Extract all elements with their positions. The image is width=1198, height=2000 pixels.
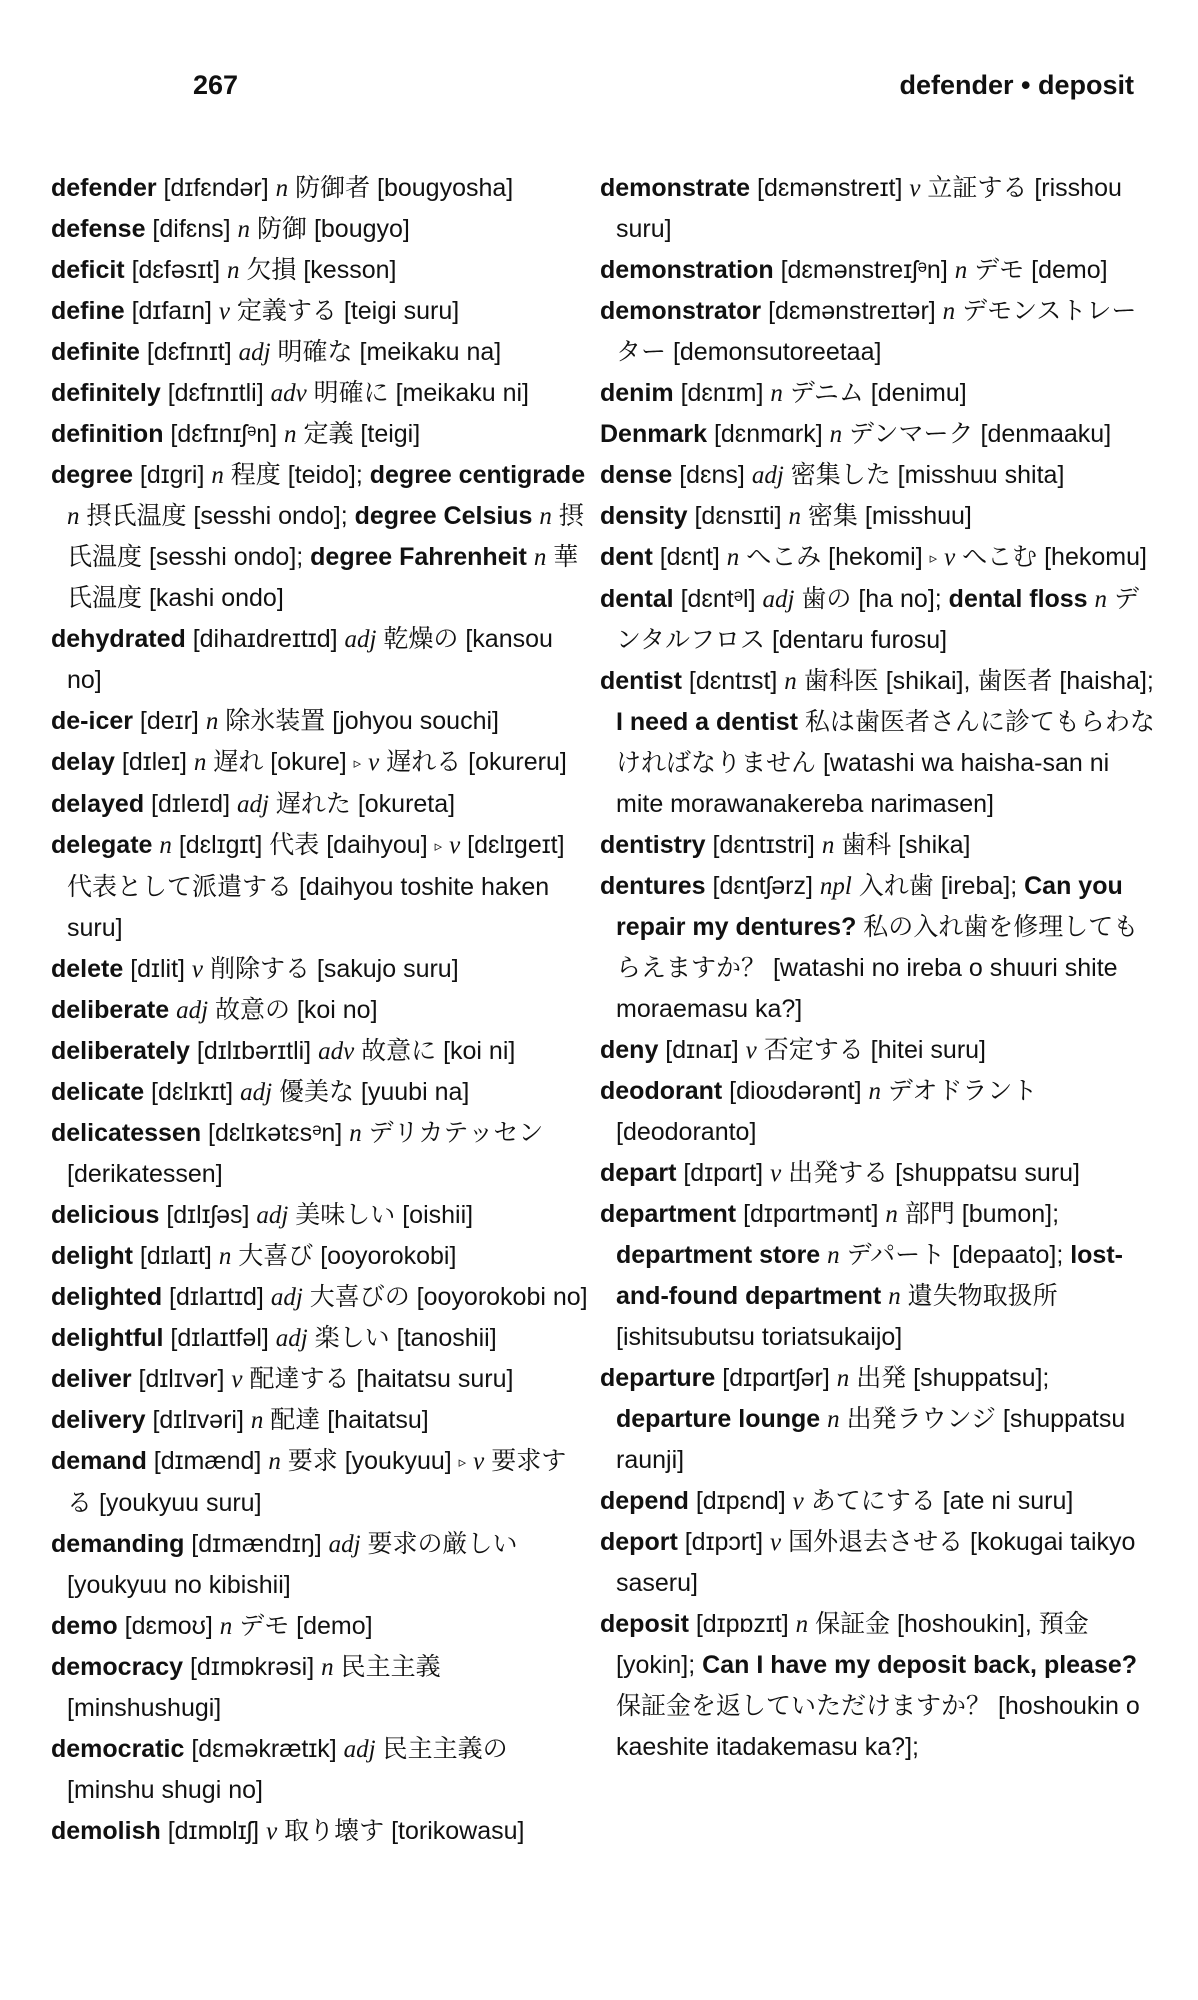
part-of-speech: n (275, 175, 289, 202)
entry-text: デモンストレーター [demonsutoreetaa] (616, 297, 1137, 366)
entry-text: [dɪlaɪtfəl] (163, 1324, 276, 1352)
headword: deficit (51, 256, 125, 284)
entry-text: [dɛntᵊl] (673, 585, 763, 613)
dictionary-entry (600, 866, 1160, 1030)
part-of-speech: n (821, 832, 835, 859)
part-of-speech: adj (275, 1325, 308, 1352)
entry-text: [dɪpɒzɪt] (688, 1610, 796, 1638)
entry-text: [dɛfɪnɪʃᵊn] (163, 420, 285, 448)
dictionary-entry (51, 1441, 591, 1524)
part-of-speech: npl (819, 873, 852, 900)
entry-text: [dɪleɪd] (144, 790, 237, 818)
dictionary-entry (51, 1318, 591, 1359)
entry-text: 定義する [teigi suru] (229, 297, 460, 325)
headword: dental floss (948, 585, 1088, 613)
dictionary-entry (51, 825, 591, 949)
dictionary-entry (51, 1236, 591, 1277)
dictionary-entry (600, 1153, 1160, 1194)
part-of-speech: n (942, 298, 956, 325)
entry-text: [dɛnt] (652, 543, 727, 571)
part-of-speech: n (770, 380, 783, 407)
entry-text: 故意の [koi no] (208, 996, 378, 1024)
headword: delight (51, 1242, 133, 1270)
dictionary-entry (51, 1524, 591, 1606)
entry-text: [dɪgri] (132, 461, 212, 489)
part-of-speech: n (888, 1283, 901, 1310)
entry-text: 摂氏温度 [sesshi ondo]; (67, 502, 584, 571)
entry-text: 防御者 [bougyosha] (288, 174, 514, 202)
headword: I need a dentist (616, 708, 798, 736)
part-of-speech: adj (762, 586, 795, 613)
headword: degree (51, 461, 133, 489)
part-of-speech: adj (328, 1531, 361, 1558)
entry-text: [dioʊdərənt] (722, 1077, 869, 1105)
dictionary-entry (51, 1072, 591, 1113)
entry-text: 密集 [misshuu] (800, 502, 972, 530)
dictionary-entry (51, 1811, 591, 1852)
entry-text: 歯科医 [shikai], 歯医者 [haisha]; (796, 667, 1154, 695)
part-of-speech: v (218, 298, 230, 325)
entry-text: 遅れ [okure] (206, 748, 354, 776)
entry-text: [dɛlɪkətɛsᵊn] (201, 1119, 350, 1147)
headword: departure lounge (616, 1405, 821, 1433)
entry-text: [dɛnmɑrk] (707, 420, 830, 448)
entry-text: 程度 [teido]; (223, 461, 370, 489)
dictionary-entry (51, 1113, 591, 1195)
entry-text: [dɛfɪnɪt] (139, 338, 239, 366)
entry-text: [dɪmændɪŋ] (184, 1530, 329, 1558)
entry-text: [dɪlɪvər] (131, 1365, 232, 1393)
entry-text: 保証金 [hoshoukin], 預金 [yokin]; (616, 1610, 1089, 1679)
headword: demonstration (600, 256, 774, 284)
part-of-speech: adj (240, 1079, 273, 1106)
entry-text: デモ [demo] (232, 1612, 373, 1640)
headword: demand (51, 1447, 147, 1475)
arrow-icon: ▹ (458, 1454, 467, 1471)
entry-text: 配達する [haitatsu suru] (242, 1365, 514, 1393)
part-of-speech: v (266, 1818, 278, 1845)
headword: demolish (51, 1817, 161, 1845)
part-of-speech: adj (344, 626, 377, 653)
entry-text: [dɪpɛnd] (688, 1487, 793, 1515)
headword: democratic (51, 1735, 185, 1763)
entry-text: デンマーク [denmaaku] (842, 420, 1112, 448)
dictionary-entry (600, 1481, 1160, 1522)
headword: departure (600, 1364, 716, 1392)
entry-text: [dɛmənstreɪʃᵊn] (773, 256, 955, 284)
entry-text: [dɪfaɪn] (124, 297, 219, 325)
part-of-speech: n (533, 544, 547, 571)
entry-text: デリカテッセン [derikatessen] (67, 1119, 544, 1188)
headword: degree centigrade (369, 461, 586, 489)
entry-text: 楽しい [tanoshii] (307, 1324, 497, 1352)
part-of-speech: adj (176, 997, 209, 1024)
part-of-speech: n (539, 503, 552, 530)
dictionary-entry (51, 1031, 591, 1072)
entry-text: [dɛnsɪti] (687, 502, 789, 530)
part-of-speech: n (827, 1242, 840, 1269)
dictionary-entry (51, 949, 591, 990)
dictionary-entry (51, 742, 591, 784)
dictionary-entry (51, 414, 591, 455)
part-of-speech: adj (270, 1284, 303, 1311)
entry-text: 部門 [bumon]; (897, 1200, 1060, 1228)
entry-text: 乾燥の [kansou no] (67, 625, 553, 694)
part-of-speech: n (193, 749, 207, 776)
entry-text: [dɪpɑrtmənt] (736, 1200, 886, 1228)
entry-text: [dɛnɪm] (673, 379, 771, 407)
entry-text: 故意に [koi ni] (354, 1037, 516, 1065)
entry-text: デパート [depaato]; (839, 1241, 1071, 1269)
headword: defense (51, 215, 146, 243)
part-of-speech: n (795, 1611, 809, 1638)
entry-text: 遅れた [okureta] (268, 790, 456, 818)
dictionary-entry (51, 1647, 591, 1729)
headword: Can I have my deposit back, please? (702, 1651, 1138, 1679)
part-of-speech: n (226, 257, 240, 284)
entry-text: 入れ歯 [ireba]; (851, 872, 1025, 900)
dictionary-entry (51, 455, 591, 619)
headword: deliberately (51, 1037, 190, 1065)
entry-text: 私は歯医者さんに診てもらわなければなりません [watashi wa haisha-san ni mite morawanakereba narimasen] (616, 708, 1155, 818)
entry-text: [dɛmənstreɪt] (750, 174, 910, 202)
dictionary-entry (51, 291, 591, 332)
headword: definitely (51, 379, 161, 407)
entry-text: 明確な [meikaku na] (270, 338, 502, 366)
arrow-icon: ▹ (434, 838, 443, 855)
entry-text: [dɪfɛndər] (156, 174, 276, 202)
entry-text: [dɛlɪkɪt] (144, 1078, 241, 1106)
entry-text: [dɪleɪ] (114, 748, 194, 776)
part-of-speech: n (885, 1201, 898, 1228)
headword: Can you repair my dentures? (616, 872, 1123, 941)
entry-text: 欠損 [kesson] (239, 256, 397, 284)
entry-text: へこむ [hekomu] (955, 543, 1147, 571)
part-of-speech: v (770, 1529, 782, 1556)
dictionary-entry (600, 1071, 1160, 1153)
headword: deliberate (51, 996, 170, 1024)
dictionary-entry (600, 291, 1160, 373)
dictionary-entry (600, 1522, 1160, 1604)
dictionary-entry (51, 701, 591, 742)
headword: delayed (51, 790, 145, 818)
entry-text: [dɛməkrætɪk] (184, 1735, 344, 1763)
part-of-speech: n (205, 708, 219, 735)
part-of-speech: v (231, 1366, 243, 1393)
entry-text: [dɛns] (672, 461, 752, 489)
entry-text: 華氏温度 [kashi ondo] (67, 543, 579, 612)
entry-text: 出発ラウンジ [shuppatsu raunji] (616, 1405, 1126, 1474)
entry-text: 立証する [risshou suru] (616, 174, 1122, 243)
part-of-speech: v (473, 1448, 485, 1475)
entry-text: [deɪr] (132, 707, 206, 735)
entry-text: [dɛfəsɪt] (124, 256, 227, 284)
dictionary-entry (600, 168, 1160, 250)
dictionary-entry (51, 1606, 591, 1647)
entry-text: [dihaɪdreɪtɪd] (185, 625, 345, 653)
part-of-speech: n (726, 544, 740, 571)
entry-text: 民主主義 [minshushugi] (67, 1653, 441, 1722)
part-of-speech: v (191, 956, 204, 983)
part-of-speech: n (868, 1078, 881, 1105)
left-column (51, 168, 591, 1852)
headword: delivery (51, 1406, 146, 1434)
right-column (600, 168, 1160, 1768)
part-of-speech: n (1094, 586, 1108, 613)
entry-text: 私の入れ歯を修理してもらえますか？ [watashi no ireba o shuuri shite moraemasu ka?] (616, 913, 1139, 1023)
entry-text: 美味しい [oishii] (288, 1201, 474, 1229)
headword: delicate (51, 1078, 145, 1106)
entry-text: [dɪpɔrt] (677, 1528, 771, 1556)
part-of-speech: n (219, 1613, 233, 1640)
entry-text: デニム [denimu] (782, 379, 967, 407)
part-of-speech: v (770, 1160, 782, 1187)
dictionary-entry (51, 332, 591, 373)
dictionary-entry (51, 168, 591, 209)
headword: deliver (51, 1365, 132, 1393)
headword: demonstrator (600, 297, 762, 325)
entry-text (527, 543, 534, 571)
entry-text: [dɪmænd] (146, 1447, 269, 1475)
entry-text: [dɛlɪgɪt] 代表 [daihyou] (171, 831, 435, 859)
dictionary-entry (51, 1400, 591, 1441)
part-of-speech: v (944, 544, 956, 571)
entry-text: [dɪpɑrtʃər] (715, 1364, 837, 1392)
dictionary-entry (51, 990, 591, 1031)
entry-text: [dɛmənstreɪtər] (761, 297, 943, 325)
entry-text: 歯の [ha no]; (794, 585, 949, 613)
dictionary-entry (51, 373, 591, 414)
part-of-speech: n (218, 1243, 232, 1270)
entry-text: [dɪpɑrt] (676, 1159, 771, 1187)
part-of-speech: n (788, 503, 801, 530)
entry-text: へこみ [hekomi] (739, 543, 930, 571)
part-of-speech: n (784, 668, 797, 695)
headword: department (600, 1200, 737, 1228)
dictionary-entry (600, 825, 1160, 866)
entry-text: 民主主義の [minshu shugi no] (67, 1735, 508, 1804)
part-of-speech: v (909, 175, 921, 202)
part-of-speech: v (368, 749, 380, 776)
entry-text: [dɪlɪvəri] (145, 1406, 251, 1434)
entry-text: デモ [demo] (967, 256, 1108, 284)
part-of-speech: v (792, 1488, 804, 1515)
running-head: defender • deposit (899, 70, 1134, 100)
headword: denim (600, 379, 674, 407)
headword: delicious (51, 1201, 160, 1229)
part-of-speech: adv (318, 1038, 355, 1065)
dictionary-entry (51, 1195, 591, 1236)
part-of-speech: n (211, 462, 224, 489)
headword: delicatessen (51, 1119, 202, 1147)
dictionary-entry (51, 619, 591, 701)
headword: demonstrate (600, 174, 751, 202)
headword: degree Celsius (354, 502, 533, 530)
headword: define (51, 297, 125, 325)
dictionary-entry (600, 661, 1160, 825)
headword: depend (600, 1487, 689, 1515)
headword: dent (600, 543, 653, 571)
entry-text: [dɛntɪstri] (705, 831, 822, 859)
entry-text: [dɛlɪgeɪt] 代表として派遣する [daihyou toshite haken suru] (67, 831, 565, 942)
entry-text: デオドラント [deodoranto] (616, 1077, 1038, 1146)
entry-text: 出発 [shuppatsu]; (849, 1364, 1050, 1392)
entry-text: [dɪlɪʃəs] (159, 1201, 257, 1229)
entry-text: [dɛntɪst] (681, 667, 785, 695)
dictionary-entry (600, 250, 1160, 291)
dictionary-entry (600, 1604, 1160, 1768)
entry-text: 明確に [meikaku ni] (306, 379, 529, 407)
headword: delightful (51, 1324, 164, 1352)
part-of-speech: n (836, 1365, 850, 1392)
part-of-speech: n (954, 257, 968, 284)
entry-text: [dɪlaɪtɪd] (162, 1283, 271, 1311)
dictionary-entry (600, 455, 1160, 496)
part-of-speech: n (250, 1407, 264, 1434)
headword: dehydrated (51, 625, 186, 653)
headword: dental (600, 585, 674, 613)
entry-text: 否定する [hitei suru] (756, 1036, 986, 1064)
entry-text: [dɛfɪnɪtli] (160, 379, 271, 407)
arrow-icon: ▹ (929, 550, 938, 567)
headword: definition (51, 420, 164, 448)
part-of-speech: adj (256, 1202, 289, 1229)
entry-text: [dɪmɒkrəsi] (183, 1653, 322, 1681)
entry-text (1088, 585, 1095, 613)
dictionary-entry (51, 1277, 591, 1318)
entry-text: 保証金を返していただけますか？ [hoshoukin o kaeshite itadakemasu ka?]; (616, 1692, 1140, 1761)
headword: dentist (600, 667, 682, 695)
entry-text: 国外退去させる [kokugai taikyo saseru] (616, 1528, 1136, 1597)
part-of-speech: n (268, 1448, 281, 1475)
dictionary-entry (600, 414, 1160, 455)
headword: Denmark (600, 420, 707, 448)
headword: dentistry (600, 831, 706, 859)
part-of-speech: adj (751, 462, 784, 489)
dictionary-entry (51, 784, 591, 825)
dictionary-entry (51, 1729, 591, 1811)
entry-text: 要求 [youkyuu] (280, 1447, 459, 1475)
headword: demanding (51, 1530, 185, 1558)
page-number: 267 (193, 70, 239, 100)
entry-text: 除氷装置 [johyou souchi] (218, 707, 499, 735)
part-of-speech: n (67, 503, 80, 530)
headword: deny (600, 1036, 659, 1064)
entry-text: 大喜び [ooyorokobi] (231, 1242, 457, 1270)
headword: democracy (51, 1653, 184, 1681)
headword: delay (51, 748, 115, 776)
entry-text: 定義 [teigi] (296, 420, 421, 448)
headword: dense (600, 461, 673, 489)
entry-text: [dɪmɒlɪʃ] (160, 1817, 267, 1845)
entry-text: 削除する [sakujo suru] (203, 955, 459, 983)
part-of-speech: v (745, 1037, 757, 1064)
part-of-speech: adv (270, 380, 307, 407)
headword: depart (600, 1159, 677, 1187)
headword: deposit (600, 1610, 689, 1638)
entry-text: 遅れる [okureru] (379, 748, 567, 776)
dictionary-entry (600, 1030, 1160, 1071)
headword: deodorant (600, 1077, 723, 1105)
dictionary-entry (51, 1359, 591, 1400)
entry-text: [dɛmoʊ] (117, 1612, 220, 1640)
part-of-speech: adj (236, 791, 269, 818)
part-of-speech: v (449, 832, 461, 859)
headword: deport (600, 1528, 678, 1556)
headword: delighted (51, 1283, 163, 1311)
entry-text: 防御 [bougyo] (250, 215, 410, 243)
part-of-speech: n (237, 216, 251, 243)
entry-text: 歯科 [shika] (834, 831, 971, 859)
headword: defender (51, 174, 157, 202)
part-of-speech: n (321, 1654, 334, 1681)
part-of-speech: n (827, 1406, 840, 1433)
page-header (193, 70, 1134, 110)
entry-text: [dɛntʃərz] (705, 872, 820, 900)
entry-text: [difɛns] (145, 215, 238, 243)
entry-text: [dɪlɪbərɪtli] (189, 1037, 319, 1065)
entry-text: [dɪnaɪ] (658, 1036, 746, 1064)
headword: demo (51, 1612, 118, 1640)
dictionary-entry (600, 537, 1160, 579)
headword: delegate (51, 831, 153, 859)
headword: dentures (600, 872, 706, 900)
entry-text: 摂氏温度 [sesshi ondo]; (79, 502, 355, 530)
dictionary-entry (51, 250, 591, 291)
entry-text: 密集した [misshuu shita] (783, 461, 1065, 489)
headword: definite (51, 338, 140, 366)
entry-text: 取り壊す [torikowasu] (277, 1817, 525, 1845)
entry-text: 遺失物取扱所 [ishitsubutsu toriatsukaijo] (616, 1282, 1058, 1351)
part-of-speech: n (284, 421, 297, 448)
entry-text: [dɪlit] (123, 955, 192, 983)
part-of-speech: adj (343, 1736, 376, 1763)
entry-text: 出発する [shuppatsu suru] (781, 1159, 1080, 1187)
dictionary-entry (600, 1358, 1160, 1481)
headword: delete (51, 955, 124, 983)
arrow-icon: ▹ (353, 755, 362, 772)
entry-text: デンタルフロス [dentaru furosu] (616, 585, 1139, 654)
headword: de-icer (51, 707, 133, 735)
headword: department store (616, 1241, 821, 1269)
part-of-speech: n (159, 832, 172, 859)
headword: degree Fahrenheit (310, 543, 527, 571)
entry-text: 優美な [yuubi na] (272, 1078, 470, 1106)
headword: density (600, 502, 688, 530)
entry-text: あてにする [ate ni suru] (803, 1487, 1074, 1515)
dictionary-entry (600, 1194, 1160, 1358)
entry-text: [dɪlaɪt] (132, 1242, 219, 1270)
part-of-speech: n (349, 1120, 362, 1147)
entry-text: 大喜びの [ooyorokobi no] (302, 1283, 588, 1311)
dictionary-entry (600, 373, 1160, 414)
part-of-speech: adj (238, 339, 271, 366)
entry-text: 要求する [youkyuu suru] (67, 1447, 567, 1517)
part-of-speech: n (829, 421, 843, 448)
entry-text: 要求の厳しい [youkyuu no kibishii] (67, 1530, 518, 1599)
headword: lost-and-found department (616, 1241, 1123, 1310)
dictionary-entry (51, 209, 591, 250)
entry-text: 配達 [haitatsu] (263, 1406, 429, 1434)
dictionary-entry (600, 496, 1160, 537)
dictionary-entry (600, 579, 1160, 661)
